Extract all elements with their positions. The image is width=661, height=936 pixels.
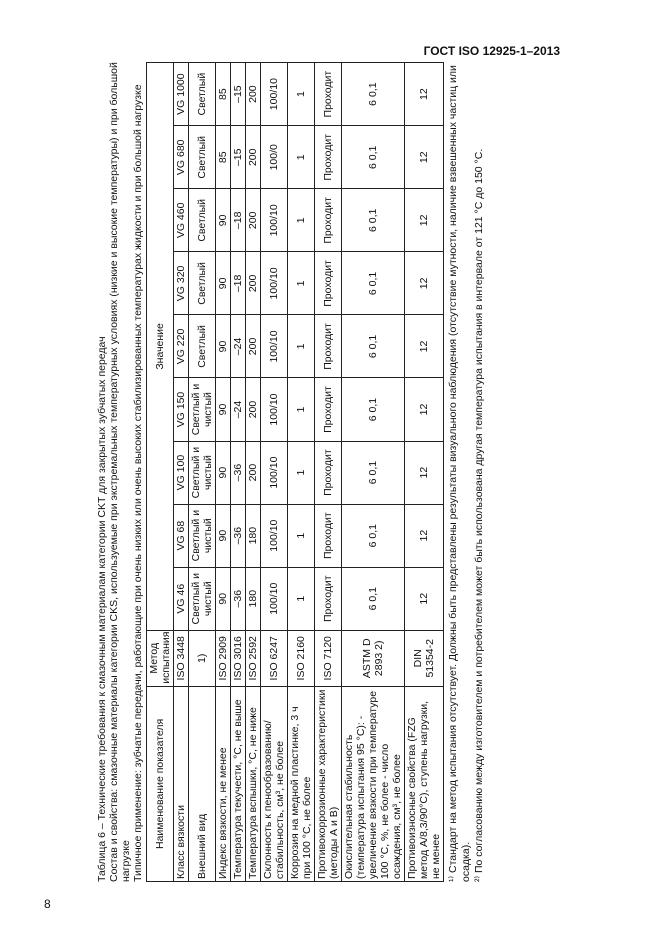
row-parameter: Противокоррозионные характеристики (методы А и В) <box>315 686 342 881</box>
row-value: 90 <box>216 378 231 441</box>
row-value: –18 <box>231 252 246 315</box>
row-value: VG 460 <box>174 189 189 252</box>
document-header: ГОСТ ISO 12925-1–2013 <box>423 44 560 58</box>
row-method: ASTM D 2893 2) <box>342 630 405 686</box>
row-value: 200 <box>246 441 261 504</box>
row-value: 200 <box>246 252 261 315</box>
row-value: 1 <box>288 378 315 441</box>
row-value: 12 <box>405 567 444 630</box>
row-value: Проходит <box>315 252 342 315</box>
row-method: DIN 51354-2 <box>405 630 444 686</box>
row-value: Светлый <box>189 315 216 378</box>
row-value: 90 <box>216 504 231 567</box>
row-value: 100/0 <box>261 126 288 189</box>
row-value: Проходит <box>315 378 342 441</box>
row-value: –36 <box>231 504 246 567</box>
row-value: 12 <box>405 378 444 441</box>
row-value: Проходит <box>315 567 342 630</box>
row-value: Светлый и чистый <box>189 378 216 441</box>
row-value: –36 <box>231 441 246 504</box>
row-value: 1 <box>288 504 315 567</box>
row-value: Светлый <box>189 126 216 189</box>
row-value: 200 <box>246 63 261 126</box>
header-value: Значение <box>147 63 174 631</box>
row-value: 12 <box>405 63 444 126</box>
row-value: 100/10 <box>261 441 288 504</box>
footnote-2: ²⁾ По согласованию между изготовителем и потребителем может быть использована другая температура испытания в интервале от 121 °С до 150 °С. <box>473 148 485 882</box>
row-value: Проходит <box>315 63 342 126</box>
row-value: VG 1000 <box>174 63 189 126</box>
table-row <box>246 63 261 882</box>
row-value: 12 <box>405 252 444 315</box>
table-row <box>405 63 444 882</box>
row-parameter: Окислительная стабильность (температура испытания 95 °С): - увеличение вязкости при температуре 100 °С, %, не более - число осаждения, см³, не более <box>342 686 405 881</box>
row-value: VG 46 <box>174 567 189 630</box>
row-value: –15 <box>231 63 246 126</box>
row-value: VG 320 <box>174 252 189 315</box>
table-row <box>231 63 246 882</box>
row-value: 12 <box>405 441 444 504</box>
row-method: ISO 7120 <box>315 630 342 686</box>
row-value: 90 <box>216 315 231 378</box>
row-value: 12 <box>405 126 444 189</box>
row-value: VG 680 <box>174 126 189 189</box>
row-value: 1 <box>288 189 315 252</box>
row-value: 85 <box>216 126 231 189</box>
row-value: 200 <box>246 378 261 441</box>
table-title: Таблица 6 – Технические требования к смазочным материалам категории CKT для закрытых зубчатых передач <box>96 336 108 882</box>
row-value: 90 <box>216 441 231 504</box>
footnotes <box>447 62 486 882</box>
row-value: 100/10 <box>261 504 288 567</box>
table-row <box>261 63 288 882</box>
row-value: 90 <box>216 252 231 315</box>
row-value: Проходит <box>315 189 342 252</box>
row-value: Проходит <box>315 315 342 378</box>
footnote-1: ¹⁾ Стандарт на метод испытания отсутствует. Должны быть представлены результаты визуального наблюдения (отсутствие мутности, наличие взвешенных частиц или осадка). <box>447 65 472 882</box>
row-method: ISO 2909 <box>216 630 231 686</box>
row-value: 12 <box>405 504 444 567</box>
row-value: 12 <box>405 189 444 252</box>
requirements-table <box>146 62 444 882</box>
row-value: 6 0,1 <box>342 126 405 189</box>
row-value: 200 <box>246 189 261 252</box>
table-row <box>189 63 216 882</box>
row-value: 100/10 <box>261 63 288 126</box>
row-value: 1 <box>288 567 315 630</box>
row-method: ISO 2160 <box>288 630 315 686</box>
table-caption <box>96 58 144 882</box>
row-value: –15 <box>231 126 246 189</box>
header-param: Наименование показателя <box>147 686 174 881</box>
row-parameter: Температура вспышки, °С, не ниже <box>246 686 261 881</box>
row-value: Светлый <box>189 63 216 126</box>
row-value: VG 220 <box>174 315 189 378</box>
row-value: 1 <box>288 315 315 378</box>
row-value: 180 <box>246 567 261 630</box>
row-parameter: Класс вязкости <box>174 686 189 881</box>
row-value: 1 <box>288 252 315 315</box>
table-body <box>174 63 444 882</box>
row-parameter: Температура текучести, °С, не выше <box>231 686 246 881</box>
table-application: Типичное применение: зубчатые передачи, работающие при очень низких или очень высоких стабилизированных температурах жидкости и при большой нагрузке <box>132 84 144 882</box>
row-value: 180 <box>246 504 261 567</box>
row-value: VG 100 <box>174 441 189 504</box>
row-value: –24 <box>231 378 246 441</box>
row-method: ISO 6247 <box>261 630 288 686</box>
row-value: VG 150 <box>174 378 189 441</box>
row-value: 6 0,1 <box>342 63 405 126</box>
row-value: 100/10 <box>261 315 288 378</box>
row-parameter: Коррозия на медной пластинке, 3 ч при 100 °С, не более <box>288 686 315 881</box>
row-value: 100/10 <box>261 189 288 252</box>
table-row <box>342 63 405 882</box>
row-method: ISO 2592 <box>246 630 261 686</box>
table-row <box>315 63 342 882</box>
row-value: Светлый и чистый <box>189 441 216 504</box>
row-value: 6 0,1 <box>342 189 405 252</box>
row-value: 100/10 <box>261 567 288 630</box>
row-method: ISO 3448 <box>174 630 189 686</box>
table-row <box>216 63 231 882</box>
row-value: –18 <box>231 189 246 252</box>
row-parameter: Противоизносные свойства (FZG метод A/8,3/90°С), ступень нагрузки, не менее <box>405 686 444 881</box>
row-value: Светлый и чистый <box>189 504 216 567</box>
header-method: Метод испытания <box>147 630 174 686</box>
row-value: 100/10 <box>261 252 288 315</box>
row-value: –36 <box>231 567 246 630</box>
row-value: 200 <box>246 315 261 378</box>
row-value: 6 0,1 <box>342 315 405 378</box>
row-value: Светлый <box>189 252 216 315</box>
row-value: 6 0,1 <box>342 504 405 567</box>
row-value: 6 0,1 <box>342 441 405 504</box>
row-value: Проходит <box>315 126 342 189</box>
row-method: 1) <box>189 630 216 686</box>
row-value: 200 <box>246 126 261 189</box>
row-value: Светлый <box>189 189 216 252</box>
row-parameter: Склонность к пенообразованию/ стабильность, см³, не более <box>261 686 288 881</box>
row-method: ISO 3016 <box>231 630 246 686</box>
row-parameter: Индекс вязкости, не менее <box>216 686 231 881</box>
row-value: 90 <box>216 567 231 630</box>
table-row <box>174 63 189 882</box>
row-value: Проходит <box>315 504 342 567</box>
row-value: 12 <box>405 315 444 378</box>
row-value: 6 0,1 <box>342 567 405 630</box>
rotated-table-block <box>96 58 644 882</box>
table-row <box>288 63 315 882</box>
row-value: 100/10 <box>261 378 288 441</box>
row-parameter: Внешний вид <box>189 686 216 881</box>
row-value: 90 <box>216 189 231 252</box>
table-composition: Состав и свойства: смазочные материалы категории CKS, используемые при экстремальных температурных условиях (низкие и высокие температуры) и при большой нагрузке <box>108 62 132 882</box>
row-value: 1 <box>288 63 315 126</box>
row-value: VG 68 <box>174 504 189 567</box>
row-value: 6 0,1 <box>342 378 405 441</box>
row-value: –24 <box>231 315 246 378</box>
row-value: Светлый и чистый <box>189 567 216 630</box>
table-header-row <box>147 63 174 882</box>
row-value: 1 <box>288 441 315 504</box>
page-number: 8 <box>44 897 51 911</box>
row-value: 1 <box>288 126 315 189</box>
row-value: Проходит <box>315 441 342 504</box>
row-value: 6 0,1 <box>342 252 405 315</box>
row-value: 85 <box>216 63 231 126</box>
